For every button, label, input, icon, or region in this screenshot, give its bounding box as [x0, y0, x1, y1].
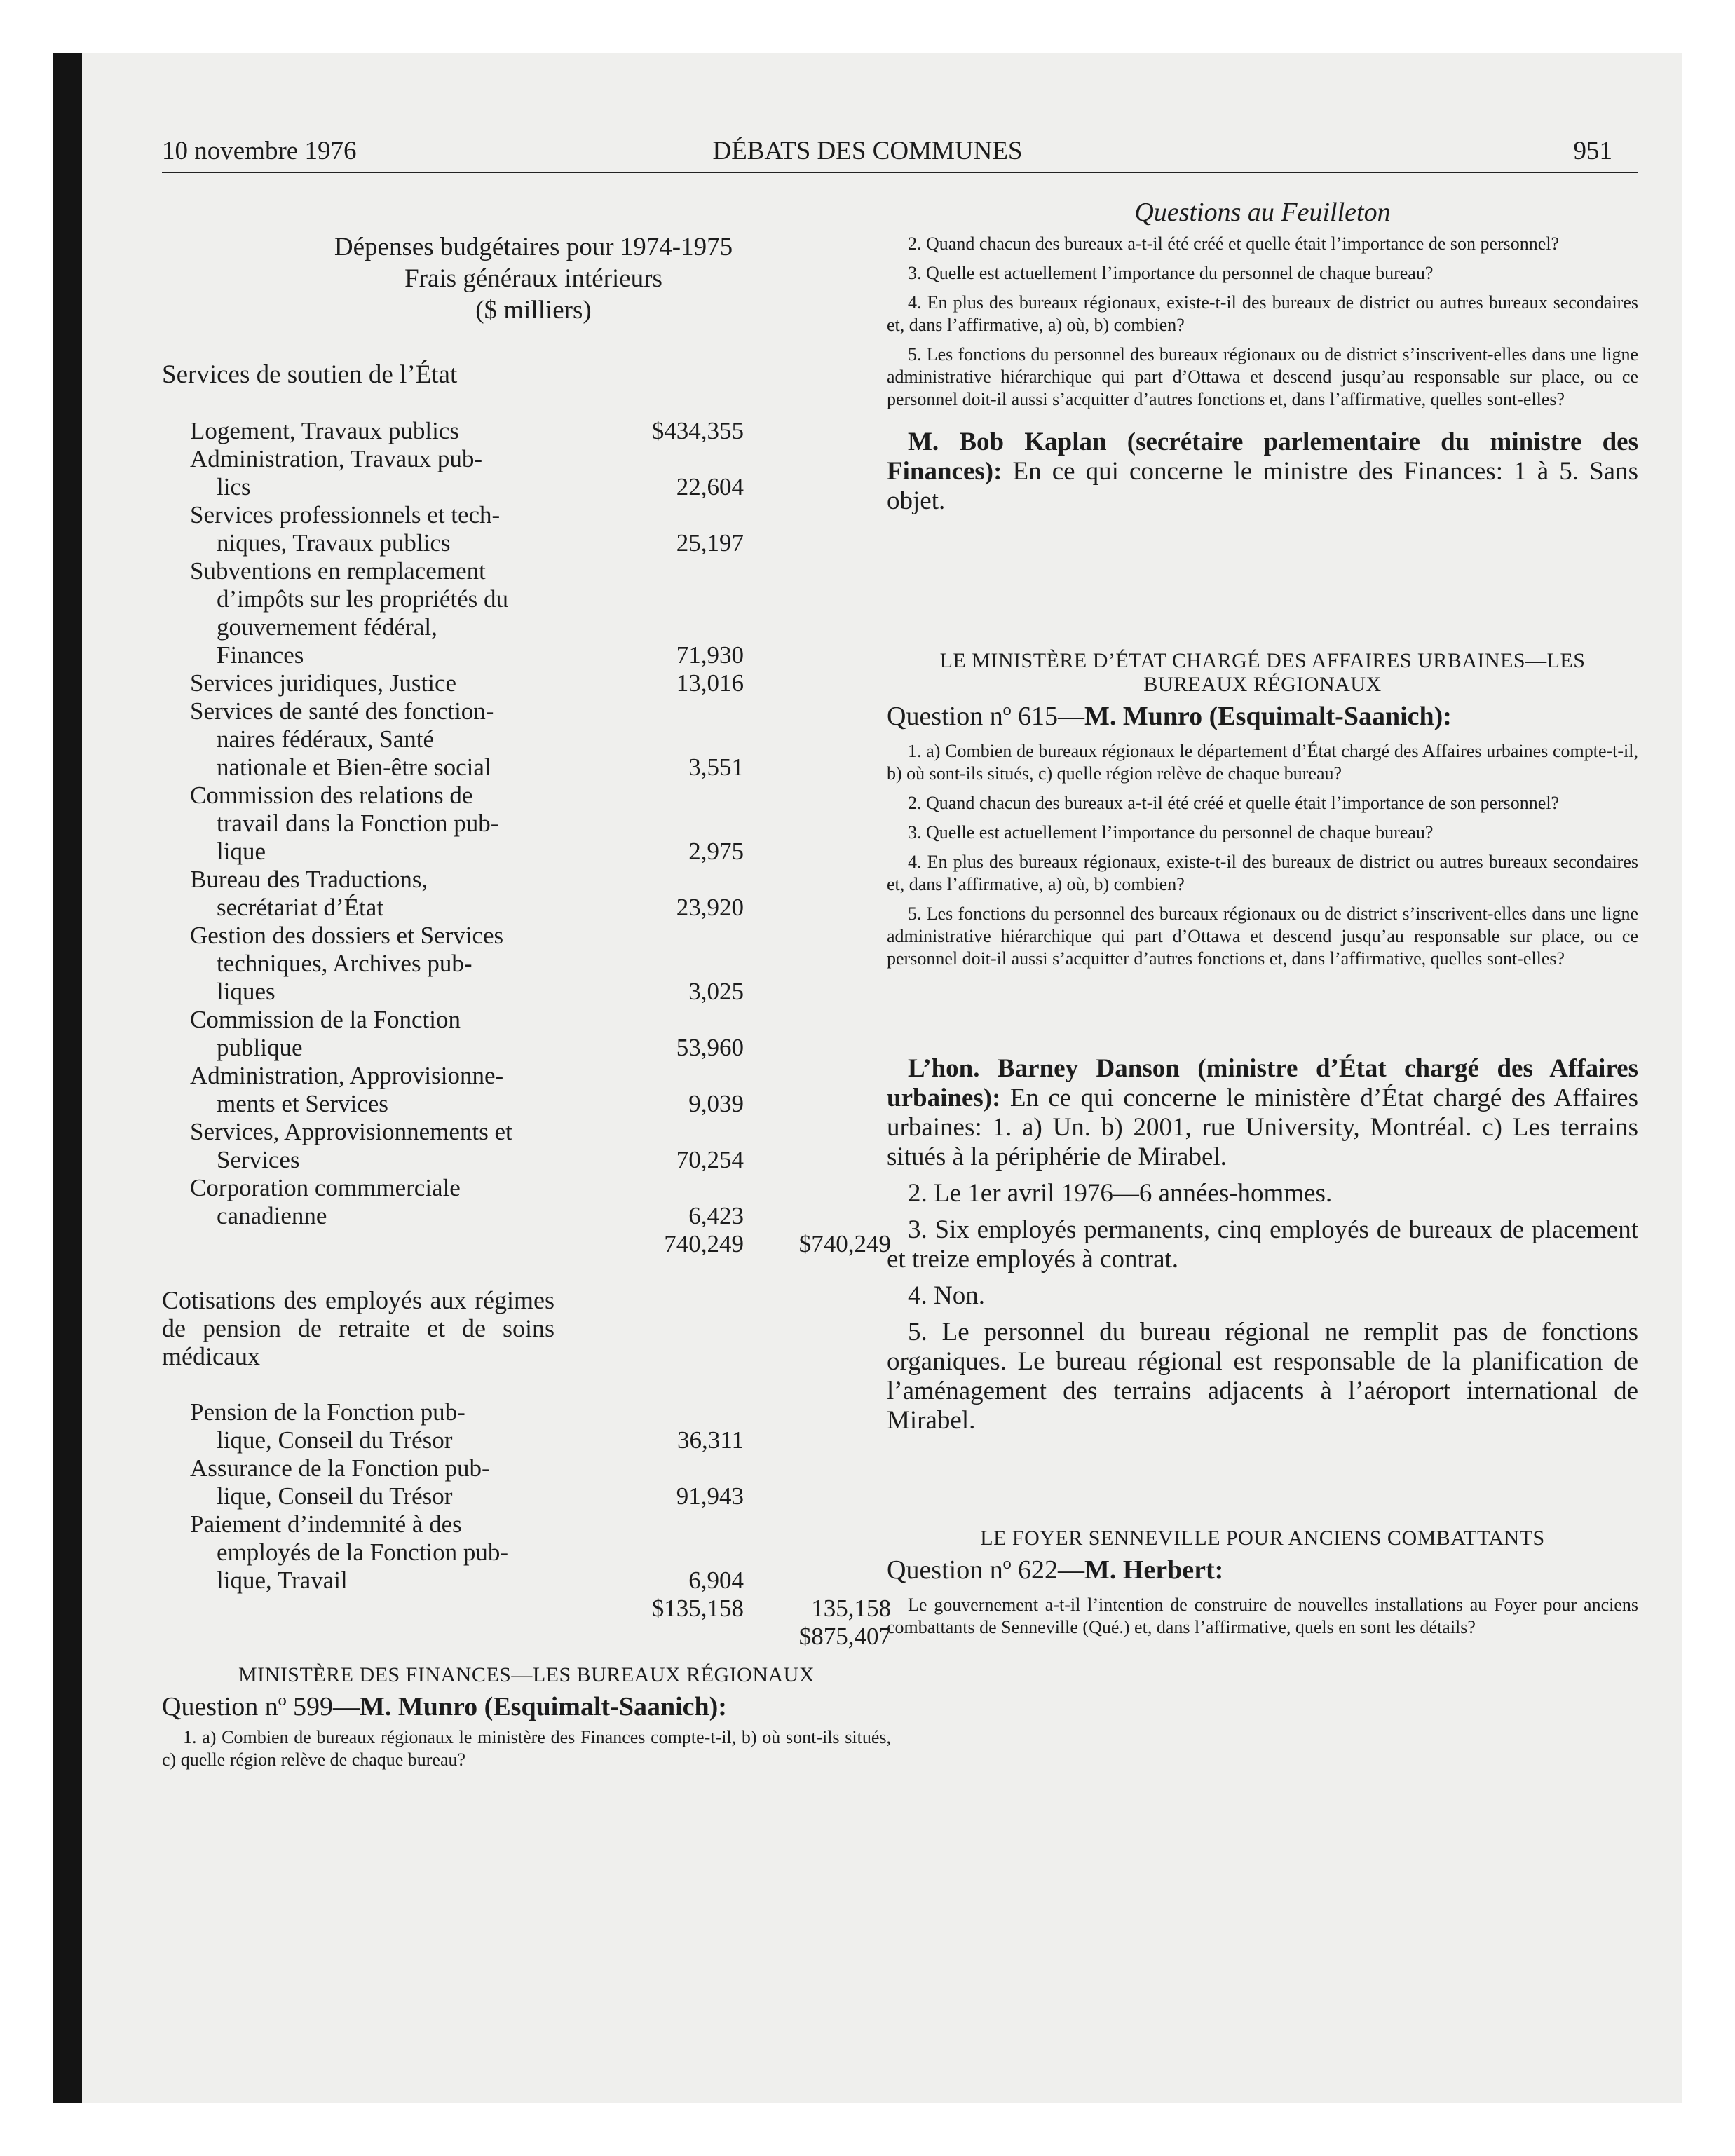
budget-item-row [162, 417, 891, 445]
budget-item-line: naires fédéraux, Santé [217, 725, 434, 753]
budget-item-line: Commission de la Fonction [190, 1006, 461, 1033]
budget-item-line: Paiement d’indemnité à des [190, 1510, 462, 1538]
answer-text: En ce qui concerne le ministère d’État chargé des Affaires urbaines: 1. a) Un. b) 2001, rue University, Montréal. c) Les terrains situés à la périphérie de Mirabel. [887, 1084, 1638, 1171]
budget-item-label [190, 417, 554, 445]
question-paragraph: 2. Quand chacun des bureaux a-t-il été créé et quelle était l’importance de son personnel? [908, 793, 1560, 813]
budget-item-row [162, 1006, 891, 1062]
header-date: 10 novembre 1976 [162, 137, 357, 165]
budget-items-1 [162, 417, 891, 1230]
budget-item-value: $434,355 [651, 417, 744, 444]
budget-item-label [190, 866, 554, 922]
budget-item-label [190, 1510, 554, 1595]
binding-edge [53, 53, 82, 2103]
budget-item-line: Services, Approvisionnements et [190, 1118, 512, 1145]
budget-item-value: 3,025 [688, 978, 744, 1005]
answer-paragraph: 3. Six employés permanents, cinq employés de bureaux de placement et treize employés à contrat. [887, 1215, 1638, 1274]
budget-item-line: publique [217, 1034, 303, 1061]
right-column [887, 196, 1638, 1646]
budget-item-line: Assurance de la Fonction pub- [190, 1454, 490, 1482]
budget-item-value: 22,604 [676, 473, 744, 500]
question-line [887, 701, 1638, 732]
question-number: Question nº 622— [887, 1555, 1084, 1585]
question-paragraph: 3. Quelle est actuellement l’importance du personnel de chaque bureau? [908, 263, 1434, 283]
budget-title-line: Dépenses budgétaires pour 1974-1975 [334, 233, 733, 261]
question-paragraph: 5. Les fonctions du personnel des bureaux régionaux ou de district s’inscrivent-elles dans une ligne administrative hiérarchique qui part d’Ottawa et descend jusqu’au responsable sur place, ou ce personnel doit-il aussi s’acquitter d’autres fonctions et, dans l’affirmative, quelles sont-elles? [887, 344, 1638, 409]
question-author: M. Herbert: [1084, 1555, 1224, 1585]
budget-item-line: Pension de la Fonction pub- [190, 1398, 465, 1426]
subtotal-value: 740,249 [664, 1230, 744, 1257]
question-number: Question nº 615— [887, 702, 1084, 731]
budget-item-line: lics [217, 473, 251, 500]
question-heading: LE FOYER SENNEVILLE POUR ANCIENS COMBATTANTS [980, 1527, 1545, 1550]
answer-paragraph: 2. Le 1er avril 1976—6 années-hommes. [908, 1179, 1333, 1208]
grand-total-value: $875,407 [798, 1623, 891, 1650]
budget-item-value: 13,016 [676, 669, 744, 697]
budget-item-line: travail dans la Fonction pub- [217, 810, 499, 837]
budget-item-line: Services professionnels et tech- [190, 501, 501, 528]
budget-item-line: gouvernement fédéral, [217, 613, 437, 641]
budget-item-row [162, 501, 891, 557]
budget-item-value: 71,930 [676, 641, 744, 669]
budget-item-row [162, 1174, 891, 1230]
budget-item-line: liques [217, 978, 275, 1005]
budget-item-line: Bureau des Traductions, [190, 866, 428, 893]
scanned-page [53, 53, 1682, 2103]
budget-item-line: secrétariat d’État [217, 894, 384, 921]
budget-item-line: Administration, Approvisionne- [190, 1062, 504, 1089]
answer-speaker: M. Bob Kaplan (secrétaire parlementaire du ministre des Finances): [887, 428, 1638, 486]
question-paragraph: 2. Quand chacun des bureaux a-t-il été créé et quelle était l’importance de son personnel? [908, 233, 1560, 254]
question-heading: LE MINISTÈRE D’ÉTAT CHARGÉ DES AFFAIRES URBAINES—LES BUREAUX RÉGIONAUX [939, 649, 1586, 696]
budget-item-label [190, 501, 554, 557]
question-paragraph: 5. Les fonctions du personnel des bureaux régionaux ou de district s’inscrivent-elles dans une ligne administrative hiérarchique qui part d’Ottawa et descend jusqu’au responsable sur place, ou ce personnel doit-il aussi s’acquitter d’autres fonctions et, dans l’affirmative, quelles sont-elles? [887, 903, 1638, 969]
budget-item-value: 70,254 [676, 1146, 744, 1173]
answer [887, 1054, 1638, 1435]
budget-item-row [162, 557, 891, 669]
question-body [887, 1594, 1638, 1639]
left-column [162, 231, 891, 1778]
budget-item-value: 36,311 [677, 1426, 744, 1454]
budget-item-label [190, 1398, 554, 1454]
budget-item-line: Services [217, 1146, 300, 1173]
budget-item-label [190, 557, 554, 669]
header-page-number: 951 [1573, 137, 1612, 165]
budget-item-value: 3,551 [688, 753, 744, 781]
section-heading: Cotisations des employés aux régimes de pension de retraite et de soins médicaux [162, 1286, 554, 1370]
budget-item-label [190, 1006, 554, 1062]
budget-item-label [190, 445, 554, 501]
budget-item-label [190, 697, 554, 782]
budget-item-line: canadienne [217, 1202, 327, 1229]
budget-item-row [162, 669, 891, 697]
section-heading: Services de soutien de l’État [162, 360, 458, 389]
budget-item-line: niques, Travaux publics [217, 529, 451, 557]
budget-title-line: Frais généraux intérieurs [404, 264, 662, 293]
budget-item-line: Logement, Travaux publics [190, 417, 459, 444]
budget-item-line: Gestion des dossiers et Services [190, 922, 504, 949]
question-paragraph: 1. a) Combien de bureaux régionaux le département d’État chargé des Affaires urbaines compte-t-il, b) où sont-ils situés, c) quelle région relève de chaque bureau? [887, 741, 1638, 784]
answer-paragraph: 5. Le personnel du bureau régional ne remplit pas de fonctions organiques. Le bureau régional est responsable de la planification de l’aménagement des terrains adjacents à l’aéroport international de Mirabel. [887, 1318, 1638, 1435]
budget-item-line: lique, Conseil du Trésor [217, 1426, 453, 1454]
budget-item-line: employés de la Fonction pub- [217, 1538, 509, 1566]
answer-paragraph: 4. Non. [908, 1281, 985, 1310]
budget-title [183, 231, 884, 326]
question-paragraph: Le gouvernement a-t-il l’intention de construire de nouvelles installations au Foyer pour anciens combattants de Senneville (Qué.) et, dans l’affirmative, quels en sont les détails? [887, 1595, 1638, 1637]
budget-item-line: ments et Services [217, 1090, 388, 1117]
question-heading: MINISTÈRE DES FINANCES—LES BUREAUX RÉGIONAUX [238, 1663, 815, 1686]
budget-item-label [190, 1062, 554, 1118]
budget-item-row [162, 1398, 891, 1454]
running-head: Questions au Feuilleton [1134, 198, 1391, 227]
question-body [887, 740, 1638, 970]
subtotal-row [162, 1595, 891, 1623]
budget-item-row [162, 782, 891, 866]
question-paragraph: 3. Quelle est actuellement l’importance du personnel de chaque bureau? [908, 822, 1434, 842]
answer [887, 428, 1638, 516]
budget-item-value: 53,960 [676, 1034, 744, 1061]
budget-item-line: Services juridiques, Justice [190, 669, 457, 697]
budget-item-row [162, 445, 891, 501]
budget-item-line: nationale et Bien-être social [217, 753, 491, 781]
budget-item-value: 6,423 [688, 1202, 744, 1229]
budget-item-line: Administration, Travaux pub- [190, 445, 483, 472]
budget-item-row [162, 1118, 891, 1174]
budget-item-row [162, 922, 891, 1006]
question-line [162, 1691, 891, 1722]
budget-item-row [162, 1062, 891, 1118]
question-paragraph: 4. En plus des bureaux régionaux, existe-t-il des bureaux de district ou autres bureaux secondaires et, dans l’affirmative, a) où, b) combien? [887, 292, 1638, 335]
budget-item-value: 9,039 [688, 1090, 744, 1117]
budget-item-label [190, 669, 554, 697]
question-paragraph: 1. a) Combien de bureaux régionaux le ministère des Finances compte-t-il, b) où sont-ils situés, c) quelle région relève de chaque bureau? [162, 1727, 891, 1770]
budget-item-line: Services de santé des fonction- [190, 697, 494, 725]
subtotal-value: $135,158 [651, 1595, 744, 1622]
budget-item-label [190, 1118, 554, 1174]
budget-item-value: 25,197 [676, 529, 744, 557]
budget-item-row [162, 866, 891, 922]
question-line [887, 1555, 1638, 1585]
budget-item-line: lique [217, 838, 266, 865]
budget-item-value: 23,920 [676, 894, 744, 921]
question-body [162, 1726, 891, 1771]
budget-item-line: techniques, Archives pub- [217, 950, 472, 977]
budget-item-value: 6,904 [688, 1567, 744, 1594]
budget-item-value: 91,943 [676, 1482, 744, 1510]
total-value: $740,249 [798, 1230, 891, 1257]
budget-item-label [190, 1174, 554, 1230]
header-title: DÉBATS DES COMMUNES [712, 137, 1023, 165]
budget-item-label [190, 782, 554, 866]
budget-item-line: lique, Travail [217, 1567, 348, 1594]
question-author: M. Munro (Esquimalt-Saanich): [1084, 702, 1452, 731]
budget-item-line: Commission des relations de [190, 782, 473, 809]
budget-item-line: lique, Conseil du Trésor [217, 1482, 453, 1510]
budget-item-line: Subventions en remplacement [190, 557, 486, 585]
budget-title-line: ($ milliers) [475, 296, 592, 325]
question-paragraph: 4. En plus des bureaux régionaux, existe-t-il des bureaux de district ou autres bureaux secondaires et, dans l’affirmative, a) où, b) combien? [887, 852, 1638, 894]
budget-item-value: 2,975 [688, 838, 744, 865]
total-value: 135,158 [811, 1595, 891, 1622]
budget-item-row [162, 1510, 891, 1595]
answer-text: En ce qui concerne le ministre des Finances: 1 à 5. Sans objet. [887, 457, 1638, 515]
question-body [887, 233, 1638, 411]
question-number: Question nº 599— [162, 1692, 360, 1721]
budget-item-row [162, 697, 891, 782]
subtotal-row [162, 1230, 891, 1258]
budget-item-line: d’impôts sur les propriétés du [217, 585, 509, 613]
budget-item-line: Corporation commmerciale [190, 1174, 461, 1201]
budget-items-2 [162, 1398, 891, 1595]
budget-item-label [190, 922, 554, 1006]
budget-item-row [162, 1454, 891, 1510]
header-rule [162, 172, 1638, 173]
budget-item-label [190, 1454, 554, 1510]
question-author: M. Munro (Esquimalt-Saanich): [360, 1692, 727, 1721]
answer-speaker: L’hon. Barney Danson (ministre d’État chargé des Affaires urbaines): [887, 1054, 1638, 1112]
grand-total-row [162, 1623, 891, 1651]
budget-item-line: Finances [217, 641, 304, 669]
